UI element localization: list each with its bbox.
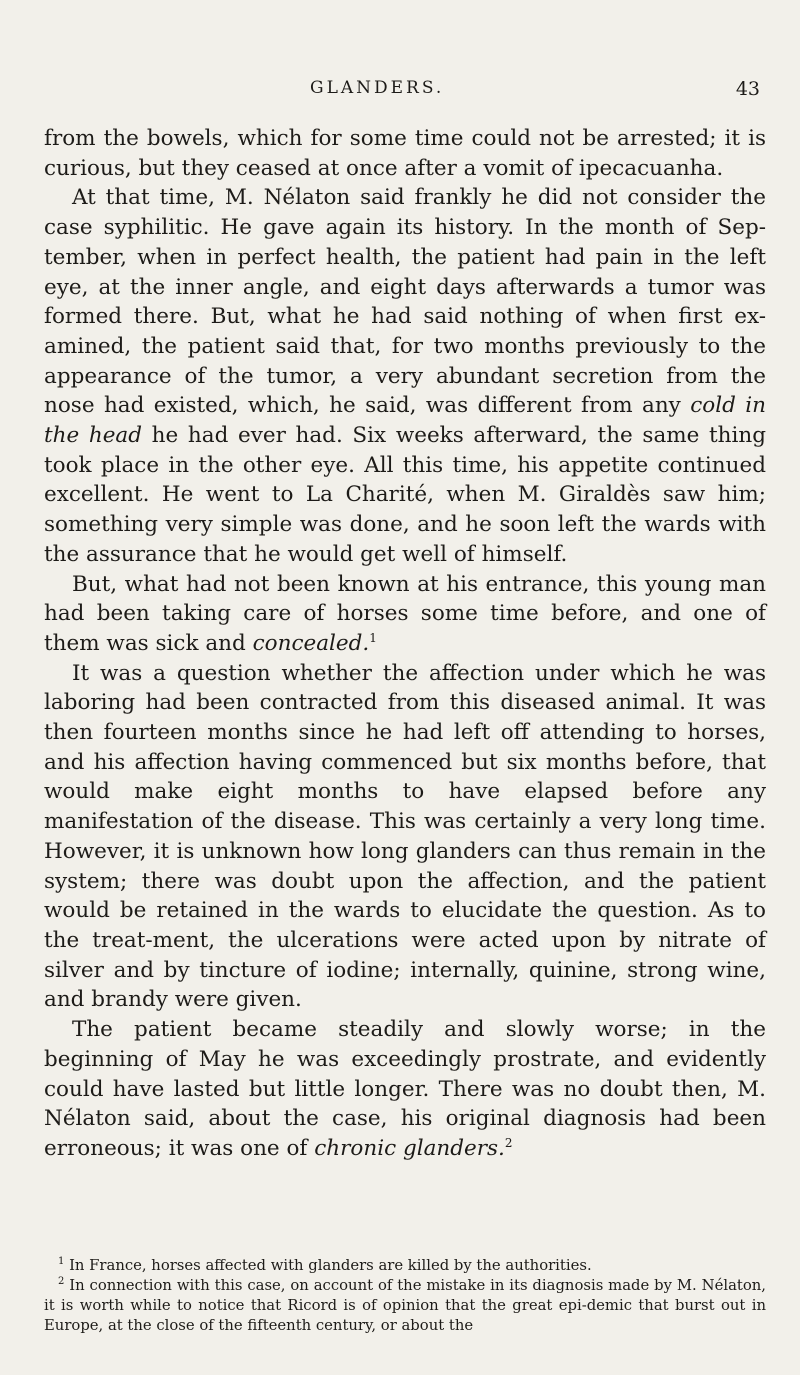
footnote-ref-2: 2 xyxy=(504,1135,513,1150)
running-title: GLANDERS. xyxy=(310,78,445,98)
footnote-1-text: In France, horses affected with glanders are killed by the authorities. xyxy=(64,1257,592,1274)
paragraph-3-text: But, what had not been known at his entrance, this young man had been taking care of horses some time before, and one of them was sick and xyxy=(44,571,766,656)
paragraph-2-text-b: he had ever had. Six weeks afterward, the same thing took place in the other eye. All this time, his appetite continued excellent. He went to La Charité, when M. Giraldès saw him; something very simple was done, and he soon left the wards with the assurance that he would get well of himself. xyxy=(44,423,767,567)
paragraph-2 xyxy=(44,183,766,569)
page-number: 43 xyxy=(735,78,760,100)
paragraph-2-italic: cold in the head xyxy=(44,393,767,449)
body-text xyxy=(44,124,766,1164)
paragraph-1-text: from the bowels, which for some time could not be arrested; it is curious, but they ceased at once after a vomit of ipecacuanha. xyxy=(44,126,766,181)
paragraph-4 xyxy=(44,659,766,1015)
paragraph-2-text-a: At that time, M. Nélaton said frankly he did not consider the case syphilitic. He gave again its history. In the month of Sep-tember, when in perfect health, the patient had pain in the left eye, at the inner angle, and eight days afterwards a tumor was formed there. But, what he had said nothing of when first ex-amined, the patient said that, for two months previously to the appearance of the tumor, a very abundant secretion from the nose had existed, which, he said, was different from any xyxy=(44,185,766,419)
paragraph-3 xyxy=(44,570,766,659)
running-head xyxy=(0,78,800,104)
footnote-1 xyxy=(44,1256,766,1276)
paragraph-1 xyxy=(44,124,766,183)
footnote-2-mark: 2 xyxy=(58,1276,65,1288)
footnotes xyxy=(44,1256,766,1336)
paragraph-5 xyxy=(44,1015,766,1164)
paragraph-4-text: It was a question whether the affection under which he was laboring had been contracted from this diseased animal. It was then fourteen months since he had left off attending to horses, and his affection having commenced but six months before, that would make eight months to have elapsed before any manifestation of the disease. This was certainly a very long time. However, it is unknown how long glanders can thus remain in the system; there was doubt upon the affection, and the patient would be retained in the wards to elucidate the question. As to the treat-ment, the ulcerations were acted upon by nitrate of silver and by tincture of iodine; internally, quinine, strong wine, and brandy were given. xyxy=(44,660,766,1013)
paragraph-5-text: The patient became steadily and slowly worse; in the beginning of May he was exceedingly prostrate, and evidently could have lasted but little longer. There was no doubt then, M. Nélaton said, about the case, his original diagnosis had been erroneous; it was one of xyxy=(44,1017,766,1161)
paragraph-5-italic: chronic glanders. xyxy=(314,1135,505,1161)
footnote-2-text: In connection with this case, on account of the mistake in its diagnosis made by M. Nélaton, it is worth while to notice that Ricord is of opinion that the great epi-demic that burst out in Europe, at the close of the fifteenth century, or about the xyxy=(44,1277,766,1334)
footnote-ref-1: 1 xyxy=(369,630,377,645)
paragraph-3-italic: concealed. xyxy=(252,630,370,656)
footnote-1-mark: 1 xyxy=(58,1256,65,1268)
footnote-2 xyxy=(44,1276,766,1336)
